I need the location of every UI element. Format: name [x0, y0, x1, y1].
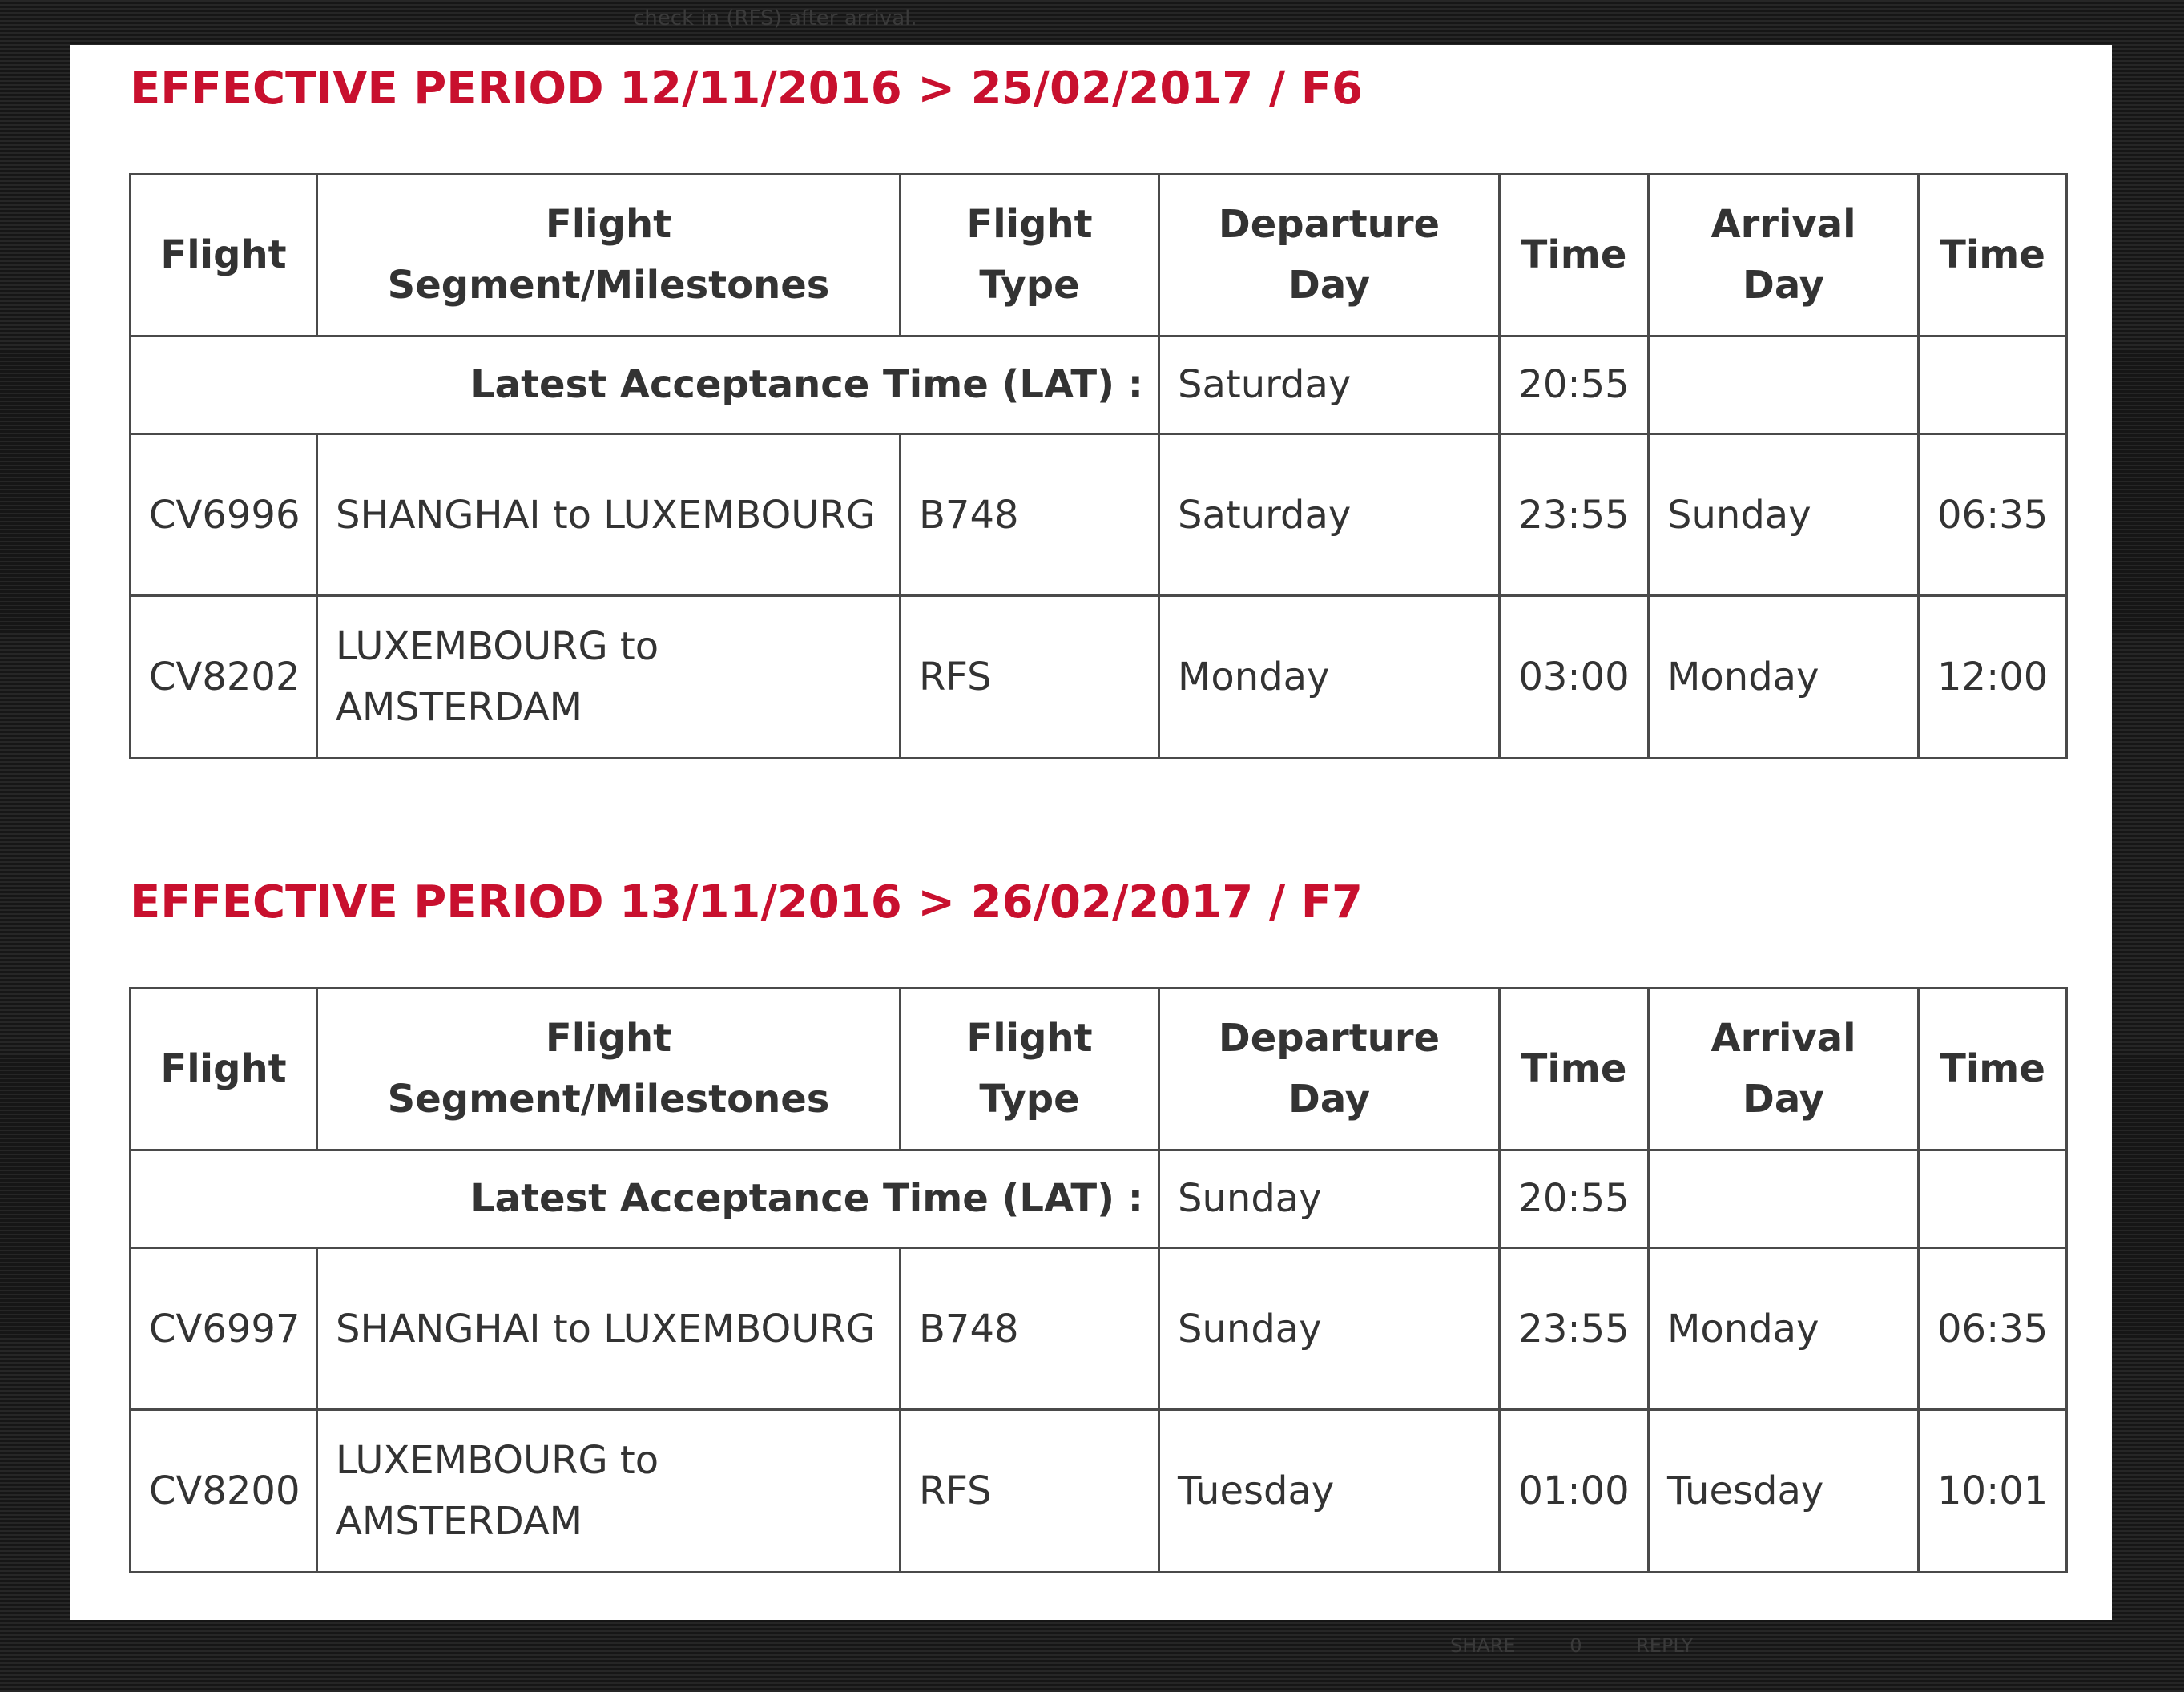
schedule-table-f6 [129, 173, 2068, 759]
arrival-day: Monday [1650, 597, 1917, 757]
arrival-day: Monday [1650, 1249, 1917, 1409]
departure-day: Sunday [1160, 1249, 1498, 1409]
departure-day: Monday [1160, 597, 1498, 757]
arrival-time: 12:00 [1920, 597, 2065, 757]
lat-time: 20:55 [1501, 1151, 1647, 1247]
lat-day: Saturday [1160, 337, 1498, 433]
flight-segment: LUXEMBOURG to AMSTERDAM [318, 1411, 899, 1571]
lat-row [131, 337, 2065, 433]
header-segment: Flight Segment/Milestones [318, 989, 899, 1149]
departure-time: 23:55 [1501, 435, 1647, 595]
lat-empty-cell [1920, 337, 2065, 433]
header-departure-time: Time [1501, 989, 1647, 1149]
flight-segment: SHANGHAI to LUXEMBOURG [318, 435, 899, 595]
header-arrival-day: Arrival Day [1650, 175, 1917, 335]
flight-number: CV8200 [131, 1411, 316, 1571]
header-departure-day: Departure Day [1160, 989, 1498, 1149]
departure-time: 01:00 [1501, 1411, 1647, 1571]
departure-time: 03:00 [1501, 597, 1647, 757]
header-arrival-time: Time [1920, 175, 2065, 335]
table-header-row [131, 175, 2065, 335]
table-row [131, 435, 2065, 595]
lat-label: Latest Acceptance Time (LAT) : [131, 1151, 1158, 1247]
schedule-panel [70, 45, 2112, 1620]
flight-type: RFS [901, 1411, 1158, 1571]
header-arrival-time: Time [1920, 989, 2065, 1149]
schedule-table-f7 [129, 987, 2068, 1573]
lat-empty-cell [1650, 1151, 1917, 1247]
flight-number: CV6996 [131, 435, 316, 595]
lat-empty-cell [1650, 337, 1917, 433]
flight-segment: LUXEMBOURG to AMSTERDAM [318, 597, 899, 757]
arrival-time: 06:35 [1920, 1249, 2065, 1409]
arrival-day: Sunday [1650, 435, 1917, 595]
arrival-time: 10:01 [1920, 1411, 2065, 1571]
departure-time: 23:55 [1501, 1249, 1647, 1409]
flight-segment: SHANGHAI to LUXEMBOURG [318, 1249, 899, 1409]
footer-actions [1450, 1634, 1741, 1657]
share-button[interactable]: SHARE [1450, 1634, 1516, 1657]
departure-day: Saturday [1160, 435, 1498, 595]
header-flight: Flight [131, 175, 316, 335]
header-segment: Flight Segment/Milestones [318, 175, 899, 335]
table-header-row [131, 989, 2065, 1149]
header-type: Flight Type [901, 989, 1158, 1149]
flight-type: B748 [901, 435, 1158, 595]
departure-day: Tuesday [1160, 1411, 1498, 1571]
lat-row [131, 1151, 2065, 1247]
section-title-f6: EFFECTIVE PERIOD 12/11/2016 > 25/02/2017 / F6 [130, 62, 1363, 115]
header-flight: Flight [131, 989, 316, 1149]
reply-button[interactable]: REPLY [1636, 1634, 1694, 1657]
lat-empty-cell [1920, 1151, 2065, 1247]
section-title-f7: EFFECTIVE PERIOD 13/11/2016 > 26/02/2017 / F7 [130, 876, 1363, 929]
flight-number: CV6997 [131, 1249, 316, 1409]
header-type: Flight Type [901, 175, 1158, 335]
table-row [131, 597, 2065, 757]
flight-type: RFS [901, 597, 1158, 757]
lat-time: 20:55 [1501, 337, 1647, 433]
count-a: 0 [1569, 1634, 1582, 1657]
background-note: check in (RFS) after arrival. [633, 6, 917, 30]
lat-day: Sunday [1160, 1151, 1498, 1247]
header-arrival-day: Arrival Day [1650, 989, 1917, 1149]
flight-type: B748 [901, 1249, 1158, 1409]
arrival-time: 06:35 [1920, 435, 2065, 595]
header-departure-day: Departure Day [1160, 175, 1498, 335]
table-row [131, 1411, 2065, 1571]
table-row [131, 1249, 2065, 1409]
header-departure-time: Time [1501, 175, 1647, 335]
lat-label: Latest Acceptance Time (LAT) : [131, 337, 1158, 433]
flight-number: CV8202 [131, 597, 316, 757]
arrival-day: Tuesday [1650, 1411, 1917, 1571]
